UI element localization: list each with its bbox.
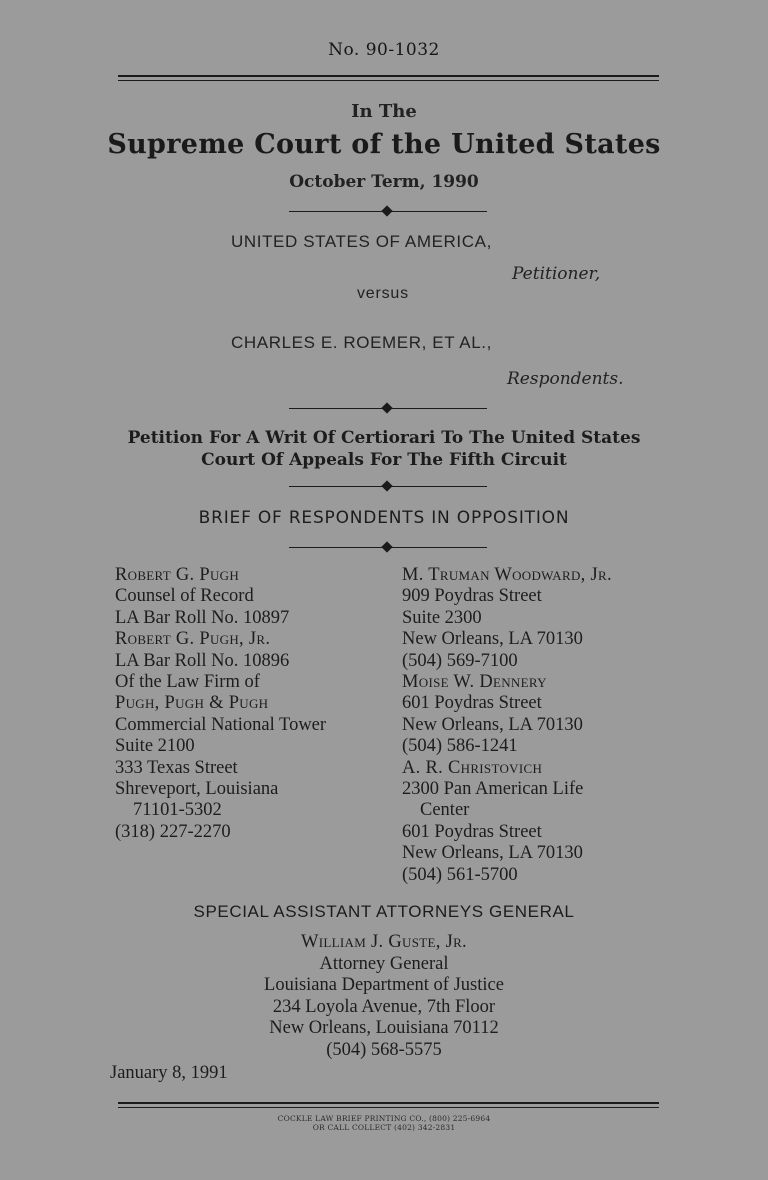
counsel-line: New Orleans, LA 70130 [402,629,583,650]
counsel-line: 71101-5302 [133,800,222,821]
attorney-general-name: William J. Guste, Jr. [301,932,467,952]
brief-title: BRIEF OF RESPONDENTS IN OPPOSITION [198,508,570,528]
counsel-line: 333 Texas Street [115,757,238,778]
petitioner-role: Petitioner, [512,264,601,284]
counsel-line: Center [420,800,470,821]
special-assistant-heading: SPECIAL ASSISTANT ATTORNEYS GENERAL [193,902,575,921]
counsel-line: Suite 2100 [115,736,195,757]
counsel-line: New Orleans, LA 70130 [402,843,583,864]
counsel-line: 909 Poydras Street [402,586,542,607]
counsel-name: Moise W. Dennery [402,672,547,693]
law-firm-name: Pugh, Pugh & Pugh [115,693,269,714]
counsel-line: Shreveport, Louisiana [115,779,279,800]
counsel-line: (504) 569-7100 [402,650,518,671]
attorney-general-line: (504) 568-5575 [326,1039,442,1060]
docket-number: No. 90-1032 [328,40,440,60]
counsel-line: LA Bar Roll No. 10897 [115,607,290,628]
attorney-general-block [0,932,768,1061]
filing-date: January 8, 1991 [110,1063,228,1083]
counsel-line: New Orleans, LA 70130 [402,714,583,735]
court-term: October Term, 1990 [289,172,479,192]
counsel-line: (504) 561-5700 [402,864,518,885]
respondent-name: CHARLES E. ROEMER, ET AL., [231,333,492,352]
petition-line-1: Petition For A Writ Of Certiorari To The United States [127,428,641,448]
ornament-divider [289,481,487,493]
attorney-general-line: Attorney General [319,953,449,974]
attorney-general-line: Louisiana Department of Justice [264,975,504,995]
counsel-line: Counsel of Record [115,586,254,607]
counsel-line: 601 Poydras Street [402,693,542,714]
bottom-double-rule [118,1102,659,1108]
counsel-line: LA Bar Roll No. 10896 [115,650,290,671]
court-name: Supreme Court of the United States [107,129,661,160]
counsel-name: A. R. Christovich [402,757,543,778]
counsel-left-column [115,565,326,843]
counsel-line: 2300 Pan American Life [402,779,584,800]
counsel-line: (504) 586-1241 [402,736,518,757]
attorney-general-line: New Orleans, Louisiana 70112 [269,1018,499,1038]
versus-label: versus [357,285,409,302]
in-the-label: In The [351,101,417,122]
counsel-line: Commercial National Tower [115,714,327,735]
attorney-general-line: 234 Loyola Avenue, 7th Floor [272,996,496,1017]
ornament-divider [289,206,487,218]
counsel-name: M. Truman Woodward, Jr. [402,565,612,585]
counsel-line: (318) 227-2270 [115,821,231,842]
printer-line-1: COCKLE LAW BRIEF PRINTING CO., (800) 225-6964 [277,1114,491,1123]
ornament-divider [289,542,487,554]
top-double-rule [118,75,659,81]
counsel-name: Robert G. Pugh [115,565,240,585]
petition-line-2: Court Of Appeals For The Fifth Circuit [201,450,567,470]
printer-line-2: OR CALL COLLECT (402) 342-2831 [312,1123,456,1132]
counsel-line: Of the Law Firm of [115,672,260,693]
counsel-line: Suite 2300 [402,607,482,628]
counsel-line: 601 Poydras Street [402,821,542,842]
petitioner-name: UNITED STATES OF AMERICA, [231,232,492,251]
ornament-divider [289,403,487,415]
respondent-role: Respondents. [507,369,624,389]
counsel-name: Robert G. Pugh, Jr. [115,629,271,650]
counsel-right-column [402,565,612,886]
